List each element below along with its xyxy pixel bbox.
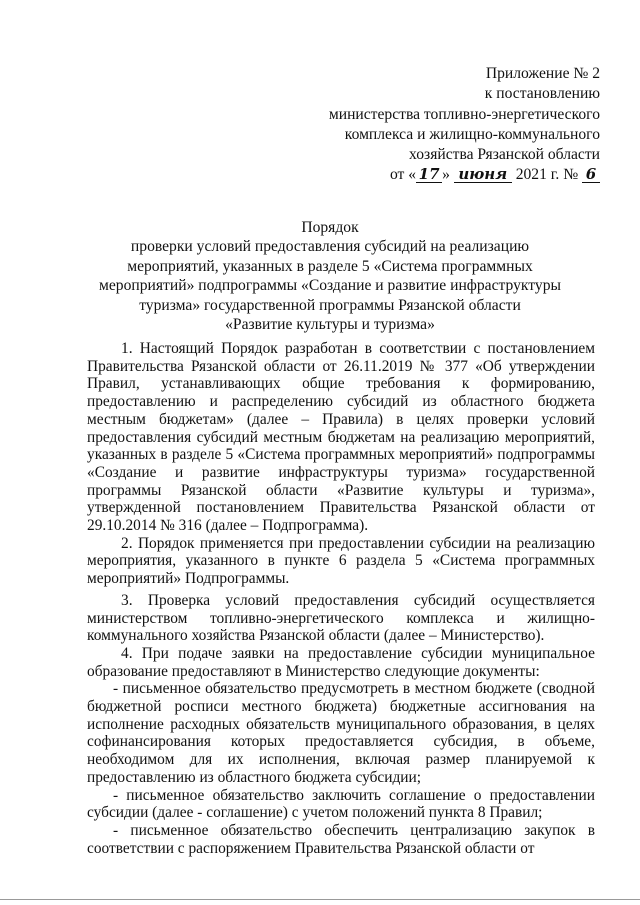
- paragraph-2: 2. Порядок применяется при предоставлении субсидии на реализацию мероприятия, указанного в пункте 6 раздела 5 «Система программных мероприятий» Подпрограммы.: [87, 534, 595, 588]
- paragraph-3: 3. Проверка условий предоставления субсидий осуществляется министерством топливно-энергетического комплекса и жилищно-коммунального хозяйства Рязанской области (далее – Министерство).: [87, 591, 595, 645]
- list-item: - письменное обязательство заключить соглашение о предоставлении субсидии (далее - соглашение) с учетом положений пункта 8 Правил;: [87, 786, 595, 822]
- date-mid: »: [442, 166, 450, 184]
- appendix-date-line: [300, 165, 600, 185]
- date-year: 2021 г. №: [515, 166, 579, 184]
- date-prefix: от «: [389, 166, 417, 184]
- list-item: - письменное обязательство обеспечить централизацию закупок в соответствии с распоряжением Правительства Рязанской области от: [87, 821, 595, 857]
- appendix-line: Приложение № 2: [485, 65, 600, 82]
- appendix-line: комплекса и жилищно-коммунального: [344, 125, 600, 143]
- document-title: [70, 218, 590, 334]
- paragraph-1: 1. Настоящий Порядок разработан в соответствии с постановлением Правительства Рязанской области от 26.11.2019 № 377 «Об утверждении Правил, устанавливающих общие требования к формированию, предоставлению и распределению субсидий из областного бюджета местным бюджетам» (далее – Правила) в целях проверки условий предоставления субсидий местным бюджетам на реализацию мероприятий, указанных в разделе 5 «Система программных мероприятий» подпрограммы «Создание и развитие инфраструктуры туризма» государственной программы Рязанской области «Развитие культуры и туризма», утвержденной постановлением Правительства Рязанской области от 29.10.2014 № 316 (далее – Подпрограмма).: [87, 340, 595, 535]
- list-item: - письменное обязательство предусмотреть в местном бюджете (сводной бюджетной росписи местного бюджета) бюджетные ассигнования на исполнение расходных обязательств муниципального образования, в целях софинансирования которых предоставляется субсидия, в объеме, необходимом для их исполнения, включая размер планируемой к предоставлению из областного бюджета субсидии;: [87, 680, 595, 786]
- date-day: 17: [416, 166, 442, 183]
- scan-edge-line: [0, 899, 640, 900]
- title-line: мероприятий» подпрограммы «Создание и развитие инфраструктуры: [99, 277, 561, 295]
- appendix-line: к постановлению: [484, 85, 600, 103]
- appendix-block: [300, 64, 600, 186]
- title-heading: Порядок: [301, 219, 359, 236]
- appendix-line: хозяйства Рязанской области: [409, 146, 600, 164]
- title-line: проверки условий предоставления субсидий на реализацию: [130, 238, 530, 256]
- appendix-line: министерства топливно-энергетического: [328, 105, 600, 123]
- title-line: туризма» государственной программы Рязанской области: [139, 296, 521, 314]
- paragraph-4: 4. При подаче заявки на предоставление субсидии муниципальное образование предоставляют в Министерство следующие документы:: [87, 644, 595, 680]
- title-line: «Развитие культуры и туризма»: [225, 316, 435, 334]
- date-number: 6: [582, 166, 600, 183]
- document-body: [87, 340, 595, 857]
- title-line: мероприятий, указанных в разделе 5 «Система программных: [127, 257, 533, 275]
- date-month: июня: [454, 166, 512, 183]
